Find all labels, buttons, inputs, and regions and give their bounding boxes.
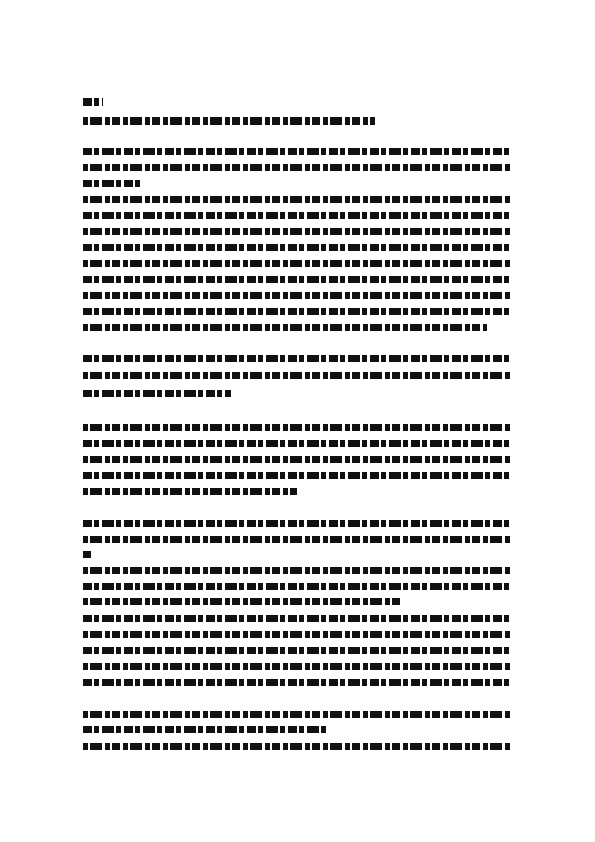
text-line <box>83 647 511 654</box>
text-line <box>83 355 511 362</box>
text-line <box>83 196 511 203</box>
header-line <box>83 98 103 106</box>
text-line <box>83 212 511 219</box>
text-line <box>83 424 511 431</box>
text-line <box>83 228 511 235</box>
text-line <box>83 488 297 495</box>
text-line <box>83 567 511 574</box>
text-line <box>83 711 511 718</box>
text-line <box>83 244 511 251</box>
text-line <box>83 743 511 750</box>
text-line <box>83 390 231 397</box>
text-line <box>83 598 401 605</box>
text-line <box>83 551 91 558</box>
text-line <box>83 440 511 447</box>
text-line <box>83 324 487 331</box>
text-line <box>83 180 143 187</box>
text-line <box>83 679 511 686</box>
text-line <box>83 372 511 379</box>
text-line <box>83 456 511 463</box>
title-line <box>83 117 375 125</box>
text-line <box>83 726 327 733</box>
text-line <box>83 631 511 638</box>
text-line <box>83 520 511 527</box>
text-line <box>83 292 511 299</box>
text-line <box>83 536 511 543</box>
text-line <box>83 148 511 155</box>
text-line <box>83 260 511 267</box>
text-line <box>83 583 511 590</box>
text-line <box>83 615 511 622</box>
text-line <box>83 308 511 315</box>
text-line <box>83 663 511 670</box>
text-line <box>83 164 511 171</box>
text-line <box>83 276 511 283</box>
text-line <box>83 472 511 479</box>
